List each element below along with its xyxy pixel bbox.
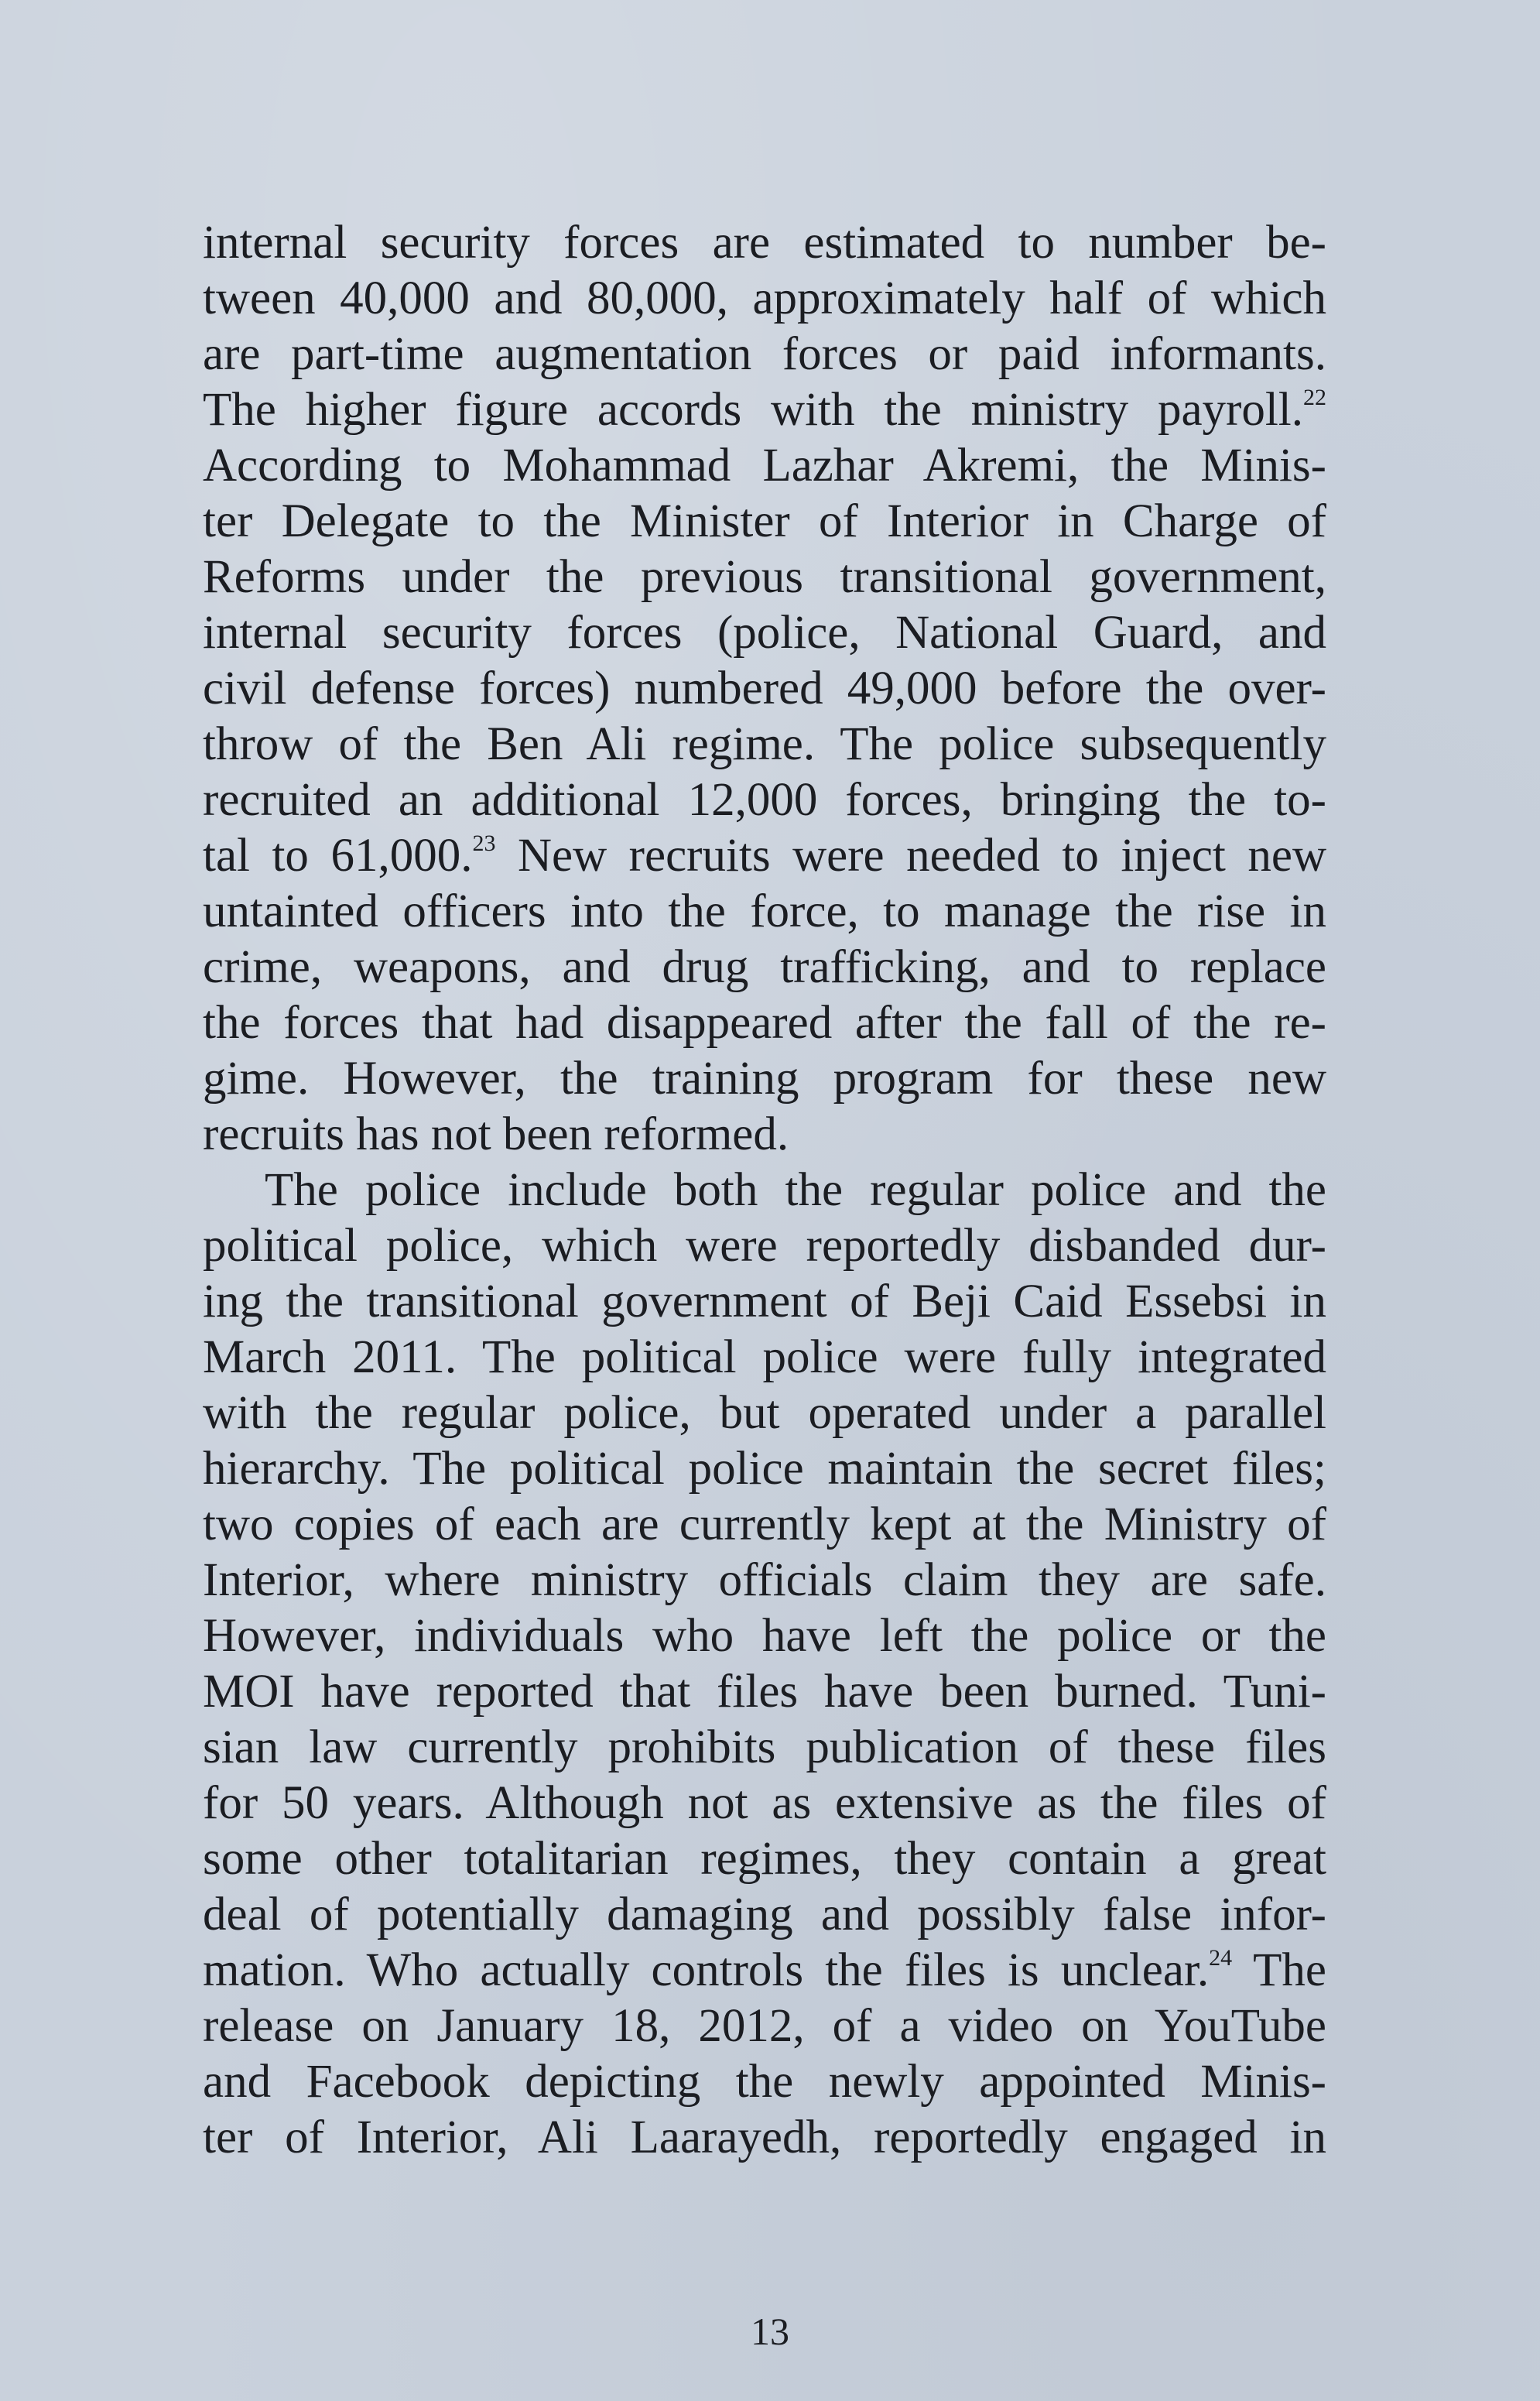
line-text: The [1232,1944,1326,1996]
text-line: sian law currently prohibits publication of these files [203,1721,1326,1773]
footnote-marker: 22 [1303,385,1326,410]
text-line: untainted officers into the force, to manage the rise in [203,885,1326,937]
text-line: internal security forces are estimated to number be- [203,217,1326,269]
line-text: The higher figure accords with the ministry payroll. [203,384,1303,436]
text-line: However, individuals who have left the police or the [203,1610,1326,1662]
text-line: for 50 years. Although not as extensive as the files of [203,1777,1326,1829]
line-text: New recruits were needed to inject new [495,830,1326,882]
paragraph [203,1163,1326,2166]
page-number: 13 [751,2310,789,2353]
text-line: crime, weapons, and drug trafficking, and to replace [203,941,1326,993]
text-line: tween 40,000 and 80,000, approximately half of which [203,272,1326,324]
text-line: The police include both the regular police and the [265,1164,1326,1216]
text-line: recruited an additional 12,000 forces, bringing the to- [203,774,1326,826]
text-line: and Facebook depicting the newly appointed Minis- [203,2056,1326,2108]
text-line: deal of potentially damaging and possibly false infor- [203,1889,1326,1940]
text-line: some other totalitarian regimes, they contain a great [203,1833,1326,1885]
text-line: release on January 18, 2012, of a video on YouTube [203,2000,1326,2052]
body-text [203,215,1326,2166]
text-line: civil defense forces) numbered 49,000 before the over- [203,663,1326,714]
text-line: two copies of each are currently kept at the Ministry of [203,1498,1326,1550]
text-line [203,828,1326,884]
text-line: throw of the Ben Ali regime. The police subsequently [203,718,1326,770]
text-line: According to Mohammad Lazhar Akremi, the Minis- [203,440,1326,492]
text-line: March 2011. The political police were fully integrated [203,1331,1326,1383]
line-text: mation. Who actually controls the files is unclear. [203,1944,1210,1996]
text-line: Interior, where ministry officials claim they are safe. [203,1554,1326,1606]
text-line: ter of Interior, Ali Laarayedh, reportedly engaged in [203,2112,1326,2163]
text-line: recruits has not been reformed. [203,1108,789,1160]
footnote-marker: 23 [472,831,496,856]
text-line: MOI have reported that files have been burned. Tuni- [203,1666,1326,1718]
text-line: the forces that had disappeared after the fall of the re- [203,997,1326,1049]
text-line: ing the transitional government of Beji Caid Essebsi in [203,1276,1326,1327]
line-text: tal to 61,000. [203,830,473,882]
text-line: hierarchy. The political police maintain the secret files; [203,1443,1326,1495]
text-line [203,382,1326,438]
text-line: political police, which were reportedly disbanded dur- [203,1220,1326,1272]
text-line [203,1943,1326,1999]
paragraph [203,215,1326,1163]
text-line: Reforms under the previous transitional government, [203,551,1326,603]
text-line: internal security forces (police, National Guard, and [203,607,1326,659]
text-line: gime. However, the training program for these new [203,1053,1326,1105]
footnote-marker: 24 [1209,1945,1233,1971]
text-line: are part-time augmentation forces or paid informants. [203,328,1326,380]
text-line: ter Delegate to the Minister of Interior in Charge of [203,495,1326,547]
text-line: with the regular police, but operated under a parallel [203,1387,1326,1439]
